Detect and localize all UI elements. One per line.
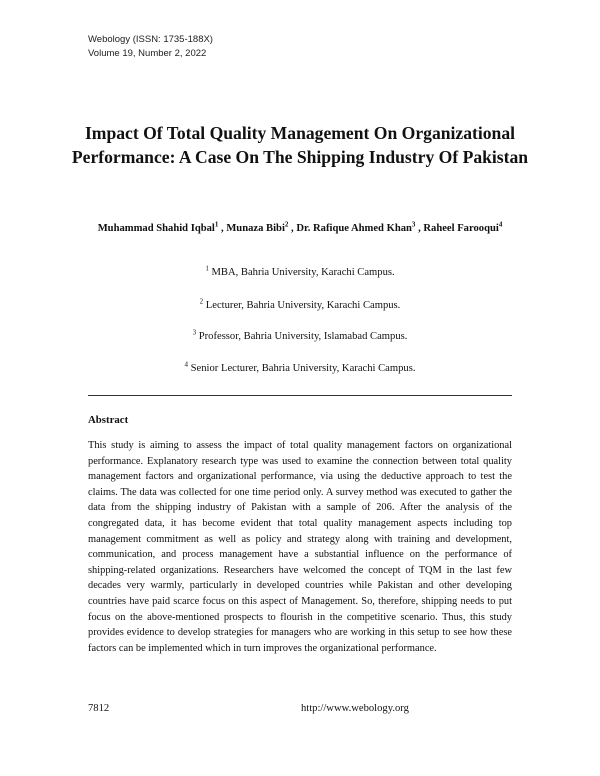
affiliation-mark: 4	[184, 360, 189, 369]
section-divider	[88, 395, 512, 396]
affiliation-mark: 2	[199, 297, 204, 306]
page-number: 7812	[88, 703, 110, 714]
author-separator: ,	[218, 223, 227, 234]
abstract-body: This study is aiming to assess the impact of total quality management factors on organizational performance. Explanatory research type was used to examine the connection between total quality management factors and organizational performance, via using the deductive approach to test the claims. The data was collected for one time period only. A survey method was executed to gather the data from the shipping industry of Pakistan with a sample of 206. After the analysis of the congregated data, it has become evident that total quality management aspects including top management commitment as well as policy and strategy along with training and development, communication, and process management have a substantial influence on the performance of shipping-related organizations. Researchers have welcomed the concept of TQM in the last few decades very warmly, particularly in developed countries while Pakistan and other developing countries have paid scarce focus on this aspect of Management. So, therefore, shipping needs to put focus on the above-mentioned prospects to flourish in the competitive scenario. Thus, this study provides evidence to develop strategies for managers who are working in this setup to see how these factors can be implemented which in turn improves the organizational performance.	[88, 440, 512, 654]
affiliation-text: Professor, Bahria University, Islamabad Campus.	[196, 331, 408, 342]
journal-header	[88, 33, 213, 61]
affiliation-1	[60, 266, 540, 280]
author-name: Raheel Farooqui	[423, 223, 499, 234]
affiliation-2	[60, 299, 540, 313]
author-affiliation-mark: 2	[284, 220, 289, 229]
journal-volume: Volume 19, Number 2, 2022	[88, 48, 207, 59]
author-name: Munaza Bibi	[226, 223, 285, 234]
author-name: Dr. Rafique Ahmed Khan	[296, 223, 412, 234]
author-affiliation-mark: 3	[411, 220, 416, 229]
journal-url: http://www.webology.org	[301, 703, 409, 714]
author-separator: ,	[415, 223, 424, 234]
affiliation-text: MBA, Bahria University, Karachi Campus.	[208, 267, 395, 278]
affiliation-text: Senior Lecturer, Bahria University, Karachi Campus.	[188, 363, 416, 374]
author-name: Muhammad Shahid Iqbal	[97, 223, 215, 234]
journal-name: Webology (ISSN: 1735-188X)	[88, 34, 213, 45]
author-affiliation-mark: 1	[214, 220, 219, 229]
affiliation-4	[60, 362, 540, 376]
affiliation-3	[60, 330, 540, 344]
paper-title: Impact Of Total Quality Management On Organizational Performance: A Case On The Shipping Industry Of Pakistan	[71, 123, 529, 167]
author-affiliation-mark: 4	[498, 220, 503, 229]
affiliation-mark: 3	[192, 328, 197, 337]
author-separator: ,	[288, 223, 297, 234]
author-list	[88, 221, 512, 237]
abstract-heading: Abstract	[88, 414, 129, 426]
affiliation-mark: 1	[205, 264, 209, 273]
affiliation-text: Lecturer, Bahria University, Karachi Campus.	[203, 300, 401, 311]
